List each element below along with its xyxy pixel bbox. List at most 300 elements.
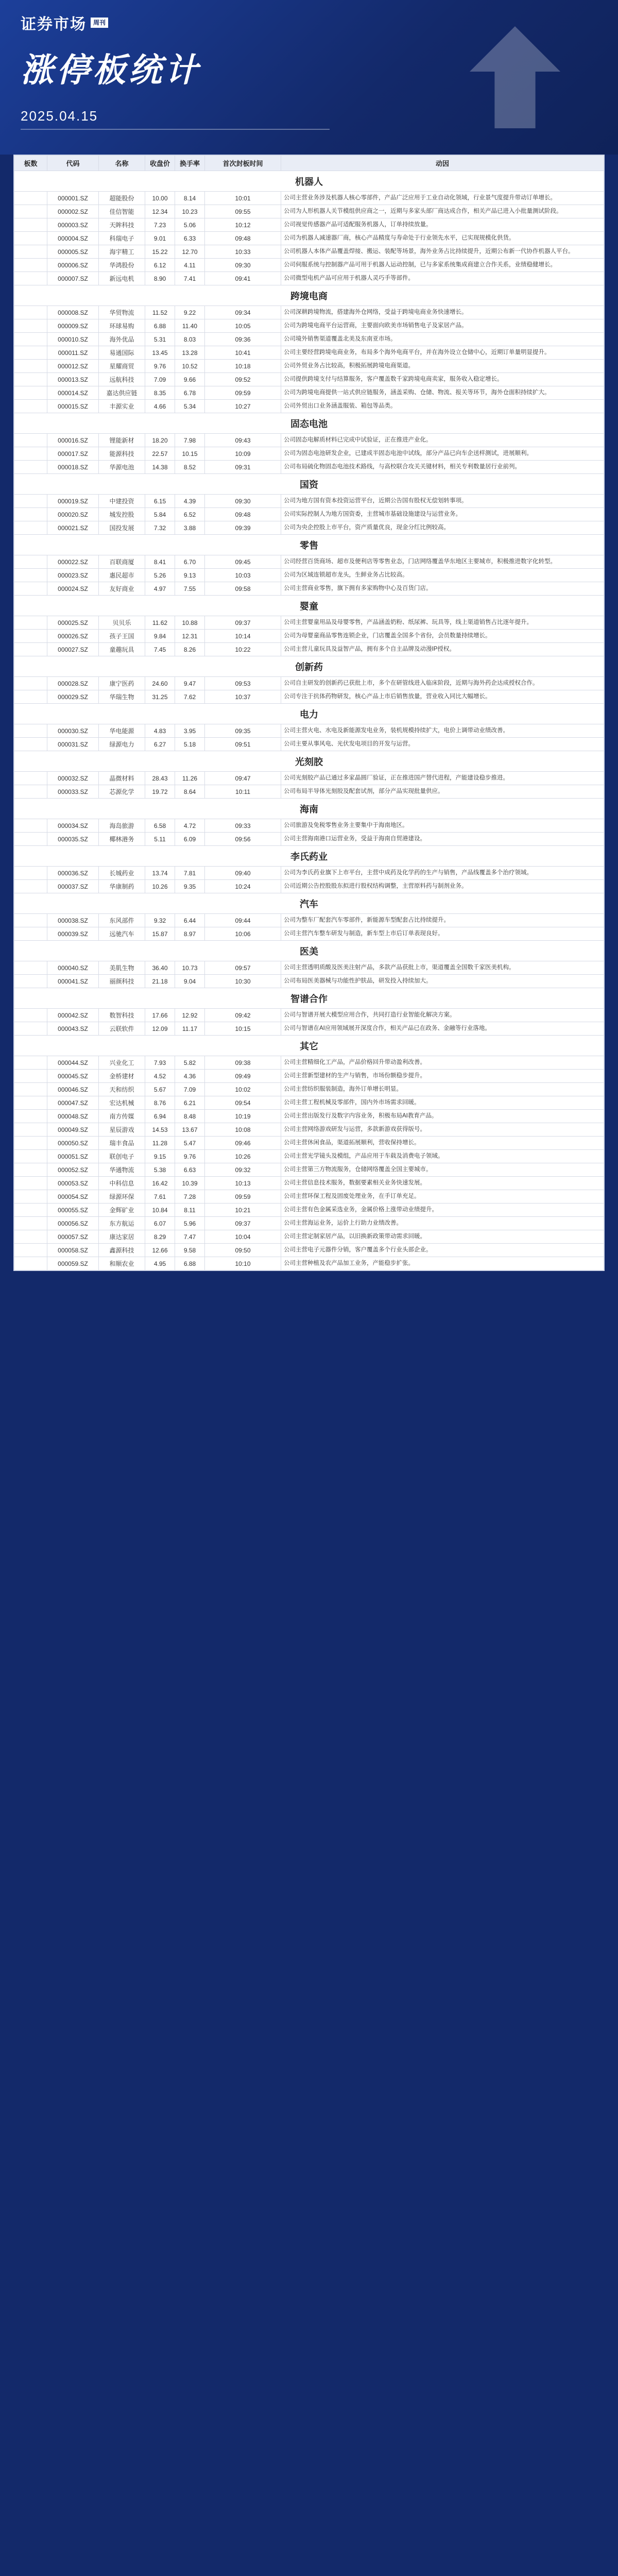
cell-name: 童趣玩具 bbox=[99, 643, 145, 656]
cell-first-seal-time: 09:43 bbox=[205, 434, 281, 447]
cell-name: 云联软件 bbox=[99, 1022, 145, 1036]
cell-first-seal-time: 09:48 bbox=[205, 508, 281, 521]
cell-close: 4.83 bbox=[145, 724, 175, 738]
cell-first-seal-time: 10:12 bbox=[205, 218, 281, 232]
cell-turnover: 3.88 bbox=[175, 521, 205, 535]
cell-name: 孩子王国 bbox=[99, 630, 145, 643]
cell-first-seal-time: 10:18 bbox=[205, 360, 281, 373]
cell-code: 000050.SZ bbox=[47, 1137, 99, 1150]
cell-close: 16.42 bbox=[145, 1177, 175, 1190]
cell-first-seal-time: 09:37 bbox=[205, 616, 281, 630]
cell-board-count bbox=[14, 630, 47, 643]
cell-reason: 公司主营海南港口运营业务，受益于海南自贸港建设。 bbox=[281, 833, 604, 846]
cell-name: 百联商厦 bbox=[99, 555, 145, 569]
table-row bbox=[14, 434, 604, 447]
section-header-row bbox=[14, 656, 604, 677]
cell-board-count bbox=[14, 1190, 47, 1204]
table-row bbox=[14, 1022, 604, 1036]
cell-first-seal-time: 09:40 bbox=[205, 867, 281, 880]
cell-turnover: 11.26 bbox=[175, 772, 205, 785]
cell-first-seal-time: 10:04 bbox=[205, 1230, 281, 1244]
cell-turnover: 7.81 bbox=[175, 867, 205, 880]
cell-name: 鑫源科技 bbox=[99, 1244, 145, 1257]
cell-reason: 公司为整车厂配套汽车零部件，新能源车型配套占比持续提升。 bbox=[281, 914, 604, 927]
cell-name: 绿源环保 bbox=[99, 1190, 145, 1204]
cell-close: 24.60 bbox=[145, 677, 175, 690]
table-row bbox=[14, 1083, 604, 1096]
page-title: 涨停板统计 bbox=[21, 52, 201, 89]
cell-close: 8.76 bbox=[145, 1096, 175, 1110]
cell-close: 15.22 bbox=[145, 245, 175, 259]
cell-first-seal-time: 09:57 bbox=[205, 961, 281, 975]
cell-board-count bbox=[14, 880, 47, 893]
cell-turnover: 5.06 bbox=[175, 218, 205, 232]
cell-board-count bbox=[14, 521, 47, 535]
cell-reason: 公司主营透明质酸及医美注射产品，多款产品获批上市，渠道覆盖全国数千家医美机构。 bbox=[281, 961, 604, 975]
cell-close: 6.15 bbox=[145, 495, 175, 508]
section-title: 汽车 bbox=[14, 893, 604, 914]
cell-name: 华康制药 bbox=[99, 880, 145, 893]
cell-name: 城发控股 bbox=[99, 508, 145, 521]
cell-first-seal-time: 09:45 bbox=[205, 555, 281, 569]
cell-first-seal-time: 09:32 bbox=[205, 1163, 281, 1177]
cell-board-count bbox=[14, 272, 47, 285]
table-row bbox=[14, 616, 604, 630]
table-row bbox=[14, 975, 604, 988]
cell-board-count bbox=[14, 927, 47, 941]
cell-turnover: 12.70 bbox=[175, 245, 205, 259]
cell-code: 000029.SZ bbox=[47, 690, 99, 704]
cell-name: 星辰游戏 bbox=[99, 1123, 145, 1137]
cell-code: 000006.SZ bbox=[47, 259, 99, 272]
cell-code: 000010.SZ bbox=[47, 333, 99, 346]
header-name: 名称 bbox=[99, 156, 145, 171]
cell-name: 锂能新材 bbox=[99, 434, 145, 447]
cell-close: 4.66 bbox=[145, 400, 175, 413]
table-row bbox=[14, 461, 604, 474]
cell-name: 环球易购 bbox=[99, 319, 145, 333]
cell-board-count bbox=[14, 319, 47, 333]
cell-reason: 公司主营商业零售，旗下拥有多家购物中心及百货门店。 bbox=[281, 582, 604, 596]
cell-name: 南方传媒 bbox=[99, 1110, 145, 1123]
cell-reason: 公司为固态电池研发企业，已建成半固态电池中试线，部分产品已向车企送样测试，进展顺利。 bbox=[281, 447, 604, 461]
cell-first-seal-time: 10:06 bbox=[205, 927, 281, 941]
cell-reason: 公司主要从事风电、光伏发电项目的开发与运营。 bbox=[281, 738, 604, 751]
header-turnover: 换手率 bbox=[175, 156, 205, 171]
cell-board-count bbox=[14, 1217, 47, 1230]
section-header-row bbox=[14, 1036, 604, 1056]
table-row bbox=[14, 961, 604, 975]
cell-name: 贝贝乐 bbox=[99, 616, 145, 630]
cell-first-seal-time: 10:11 bbox=[205, 785, 281, 799]
cell-close: 11.62 bbox=[145, 616, 175, 630]
cell-code: 000027.SZ bbox=[47, 643, 99, 656]
cell-reason: 公司为母婴童商品零售连锁企业，门店覆盖全国多个省份，会员数量持续增长。 bbox=[281, 630, 604, 643]
cell-board-count bbox=[14, 833, 47, 846]
cell-reason: 公司自主研发的创新药已获批上市，多个在研管线进入临床阶段，近期与海外药企达成授权合作。 bbox=[281, 677, 604, 690]
cell-first-seal-time: 10:21 bbox=[205, 1204, 281, 1217]
cell-reason: 公司实际控制人为地方国资委，主营城市基础设施建设与运营业务。 bbox=[281, 508, 604, 521]
cell-reason: 公司为区域连锁超市龙头，生鲜业务占比较高。 bbox=[281, 569, 604, 582]
cell-close: 9.76 bbox=[145, 360, 175, 373]
table-row bbox=[14, 1110, 604, 1123]
cell-turnover: 8.14 bbox=[175, 192, 205, 205]
cell-board-count bbox=[14, 192, 47, 205]
cell-code: 000046.SZ bbox=[47, 1083, 99, 1096]
cell-turnover: 5.82 bbox=[175, 1056, 205, 1070]
cell-board-count bbox=[14, 1177, 47, 1190]
section-header-row bbox=[14, 846, 604, 867]
cell-code: 000008.SZ bbox=[47, 306, 99, 319]
cell-reason: 公司外贸出口业务涵盖服装、箱包等品类。 bbox=[281, 400, 604, 413]
section-title: 李氏药业 bbox=[14, 846, 604, 867]
cell-reason: 公司主营光学镜头及模组，产品应用于车载及消费电子领域。 bbox=[281, 1150, 604, 1163]
cell-reason: 公司主营第三方物流服务，仓储网络覆盖全国主要城市。 bbox=[281, 1163, 604, 1177]
table-row bbox=[14, 272, 604, 285]
table-row bbox=[14, 1217, 604, 1230]
cell-close: 5.31 bbox=[145, 333, 175, 346]
cell-reason: 公司主营有色金属采选业务，金属价格上涨带动业绩提升。 bbox=[281, 1204, 604, 1217]
cell-first-seal-time: 10:03 bbox=[205, 569, 281, 582]
table-row bbox=[14, 386, 604, 400]
cell-turnover: 9.22 bbox=[175, 306, 205, 319]
cell-board-count bbox=[14, 333, 47, 346]
cell-code: 000035.SZ bbox=[47, 833, 99, 846]
cell-code: 000038.SZ bbox=[47, 914, 99, 927]
cell-name: 数智科技 bbox=[99, 1009, 145, 1022]
section-title: 海南 bbox=[14, 799, 604, 819]
cell-board-count bbox=[14, 1150, 47, 1163]
table-row bbox=[14, 1257, 604, 1270]
cell-name: 康达家居 bbox=[99, 1230, 145, 1244]
cell-code: 000041.SZ bbox=[47, 975, 99, 988]
cell-code: 000013.SZ bbox=[47, 373, 99, 386]
cell-name: 东风部件 bbox=[99, 914, 145, 927]
cell-board-count bbox=[14, 582, 47, 596]
cell-code: 000005.SZ bbox=[47, 245, 99, 259]
cell-turnover: 10.88 bbox=[175, 616, 205, 630]
cell-first-seal-time: 10:14 bbox=[205, 630, 281, 643]
cell-board-count bbox=[14, 346, 47, 360]
cell-reason: 公司专注于抗体药物研发，核心产品上市后销售放量，营业收入同比大幅增长。 bbox=[281, 690, 604, 704]
cell-first-seal-time: 09:37 bbox=[205, 1217, 281, 1230]
cell-turnover: 8.11 bbox=[175, 1204, 205, 1217]
cell-close: 6.07 bbox=[145, 1217, 175, 1230]
header-board-count: 板数 bbox=[14, 156, 47, 171]
cell-name: 兴业化工 bbox=[99, 1056, 145, 1070]
cell-reason: 公司主营信息技术服务，数据要素相关业务快速发展。 bbox=[281, 1177, 604, 1190]
cell-first-seal-time: 09:54 bbox=[205, 1096, 281, 1110]
cell-reason: 公司为央企控股上市平台，资产质量优良，现金分红比例较高。 bbox=[281, 521, 604, 535]
table-row bbox=[14, 508, 604, 521]
cell-name: 超能股份 bbox=[99, 192, 145, 205]
cell-board-count bbox=[14, 772, 47, 785]
cell-board-count bbox=[14, 386, 47, 400]
cell-turnover: 6.33 bbox=[175, 232, 205, 245]
cell-turnover: 9.58 bbox=[175, 1244, 205, 1257]
cell-turnover: 6.88 bbox=[175, 1257, 205, 1270]
cell-turnover: 8.48 bbox=[175, 1110, 205, 1123]
cell-reason: 公司布局半导体光刻胶及配套试剂，部分产品实现批量供应。 bbox=[281, 785, 604, 799]
section-title: 零售 bbox=[14, 535, 604, 555]
cell-code: 000024.SZ bbox=[47, 582, 99, 596]
cell-first-seal-time: 09:30 bbox=[205, 259, 281, 272]
cell-board-count bbox=[14, 616, 47, 630]
header-close: 收盘价 bbox=[145, 156, 175, 171]
cell-board-count bbox=[14, 400, 47, 413]
cell-name: 能源科技 bbox=[99, 447, 145, 461]
cell-close: 14.38 bbox=[145, 461, 175, 474]
cell-first-seal-time: 10:24 bbox=[205, 880, 281, 893]
cell-turnover: 7.98 bbox=[175, 434, 205, 447]
cell-board-count bbox=[14, 785, 47, 799]
cell-code: 000049.SZ bbox=[47, 1123, 99, 1137]
cell-board-count bbox=[14, 1244, 47, 1257]
cell-turnover: 12.31 bbox=[175, 630, 205, 643]
cell-turnover: 7.09 bbox=[175, 1083, 205, 1096]
cell-close: 7.23 bbox=[145, 218, 175, 232]
cell-code: 000052.SZ bbox=[47, 1163, 99, 1177]
cell-board-count bbox=[14, 643, 47, 656]
cell-code: 000023.SZ bbox=[47, 569, 99, 582]
cell-close: 5.26 bbox=[145, 569, 175, 582]
cell-name: 美肌生物 bbox=[99, 961, 145, 975]
cell-close: 4.95 bbox=[145, 1257, 175, 1270]
cell-code: 000011.SZ bbox=[47, 346, 99, 360]
cell-close: 7.32 bbox=[145, 521, 175, 535]
cell-turnover: 7.28 bbox=[175, 1190, 205, 1204]
cell-turnover: 5.18 bbox=[175, 738, 205, 751]
section-title: 光刻胶 bbox=[14, 751, 604, 772]
table-row bbox=[14, 927, 604, 941]
cell-turnover: 6.21 bbox=[175, 1096, 205, 1110]
cell-code: 000057.SZ bbox=[47, 1230, 99, 1244]
cell-turnover: 6.70 bbox=[175, 555, 205, 569]
cell-turnover: 4.11 bbox=[175, 259, 205, 272]
cell-first-seal-time: 10:01 bbox=[205, 192, 281, 205]
cell-turnover: 6.09 bbox=[175, 833, 205, 846]
cell-turnover: 9.13 bbox=[175, 569, 205, 582]
cell-name: 天和纺织 bbox=[99, 1083, 145, 1096]
header-code: 代码 bbox=[47, 156, 99, 171]
cell-code: 000043.SZ bbox=[47, 1022, 99, 1036]
cell-first-seal-time: 09:50 bbox=[205, 1244, 281, 1257]
cell-turnover: 10.73 bbox=[175, 961, 205, 975]
cell-turnover: 10.23 bbox=[175, 205, 205, 218]
cell-first-seal-time: 10:15 bbox=[205, 1022, 281, 1036]
cell-reason: 公司主营工程机械及零部件，国内外市场需求回暖。 bbox=[281, 1096, 604, 1110]
cell-close: 8.41 bbox=[145, 555, 175, 569]
cell-reason: 公司光刻胶产品已通过多家晶圆厂验证，正在推进国产替代进程，产能建设稳步推进。 bbox=[281, 772, 604, 785]
cell-name: 和顺农业 bbox=[99, 1257, 145, 1270]
cell-close: 13.74 bbox=[145, 867, 175, 880]
cell-close: 5.84 bbox=[145, 508, 175, 521]
cell-turnover: 5.96 bbox=[175, 1217, 205, 1230]
cell-name: 中建投资 bbox=[99, 495, 145, 508]
cell-board-count bbox=[14, 306, 47, 319]
cell-close: 8.90 bbox=[145, 272, 175, 285]
cell-turnover: 13.67 bbox=[175, 1123, 205, 1137]
table-row bbox=[14, 1204, 604, 1217]
cell-turnover: 7.55 bbox=[175, 582, 205, 596]
cell-board-count bbox=[14, 360, 47, 373]
cell-first-seal-time: 09:31 bbox=[205, 461, 281, 474]
cell-code: 000037.SZ bbox=[47, 880, 99, 893]
table-row bbox=[14, 582, 604, 596]
cell-code: 000018.SZ bbox=[47, 461, 99, 474]
cell-board-count bbox=[14, 508, 47, 521]
table-row bbox=[14, 1177, 604, 1190]
cell-code: 000056.SZ bbox=[47, 1217, 99, 1230]
cell-code: 000030.SZ bbox=[47, 724, 99, 738]
cell-reason: 公司布局医美器械与功能性护肤品，研发投入持续加大。 bbox=[281, 975, 604, 988]
table-row bbox=[14, 245, 604, 259]
section-header-row bbox=[14, 535, 604, 555]
table-row bbox=[14, 1190, 604, 1204]
cell-board-count bbox=[14, 495, 47, 508]
section-header-row bbox=[14, 596, 604, 616]
cell-code: 000047.SZ bbox=[47, 1096, 99, 1110]
limit-up-table-card bbox=[13, 155, 605, 1271]
cell-reason: 公司外贸业务占比较高，积极拓展跨境电商渠道。 bbox=[281, 360, 604, 373]
table-row bbox=[14, 259, 604, 272]
cell-first-seal-time: 09:56 bbox=[205, 833, 281, 846]
cell-board-count bbox=[14, 1123, 47, 1137]
cell-first-seal-time: 09:39 bbox=[205, 521, 281, 535]
table-row bbox=[14, 400, 604, 413]
cell-first-seal-time: 10:05 bbox=[205, 319, 281, 333]
cell-close: 17.66 bbox=[145, 1009, 175, 1022]
cell-code: 000004.SZ bbox=[47, 232, 99, 245]
table-row bbox=[14, 521, 604, 535]
cell-board-count bbox=[14, 1163, 47, 1177]
table-row bbox=[14, 1163, 604, 1177]
cell-first-seal-time: 10:02 bbox=[205, 1083, 281, 1096]
cell-reason: 公司为李氏药业旗下上市平台，主营中成药及化学药的生产与销售，产品线覆盖多个治疗领域。 bbox=[281, 867, 604, 880]
cell-code: 000053.SZ bbox=[47, 1177, 99, 1190]
table-row bbox=[14, 785, 604, 799]
cell-first-seal-time: 10:33 bbox=[205, 245, 281, 259]
cell-name: 华鸿股份 bbox=[99, 259, 145, 272]
cell-board-count bbox=[14, 1110, 47, 1123]
cell-close: 9.01 bbox=[145, 232, 175, 245]
cell-reason: 公司主营海运业务，运价上行助力业绩改善。 bbox=[281, 1217, 604, 1230]
section-title: 跨境电商 bbox=[14, 285, 604, 306]
cell-code: 000045.SZ bbox=[47, 1070, 99, 1083]
cell-first-seal-time: 10:09 bbox=[205, 447, 281, 461]
cell-first-seal-time: 09:42 bbox=[205, 1009, 281, 1022]
section-header-row bbox=[14, 941, 604, 961]
cell-code: 000003.SZ bbox=[47, 218, 99, 232]
cell-turnover: 9.35 bbox=[175, 880, 205, 893]
cell-close: 6.58 bbox=[145, 819, 175, 833]
cell-first-seal-time: 10:41 bbox=[205, 346, 281, 360]
cell-reason: 公司主营婴童用品及母婴零售，产品涵盖奶粉、纸尿裤、玩具等，线上渠道销售占比逐年提升。 bbox=[281, 616, 604, 630]
cell-reason: 公司主营纺织服装制造，海外订单增长明显。 bbox=[281, 1083, 604, 1096]
cell-board-count bbox=[14, 205, 47, 218]
cell-reason: 公司主营电子元器件分销，客户覆盖多个行业头部企业。 bbox=[281, 1244, 604, 1257]
cell-name: 星耀商贸 bbox=[99, 360, 145, 373]
cell-close: 12.66 bbox=[145, 1244, 175, 1257]
cell-board-count bbox=[14, 218, 47, 232]
cell-turnover: 6.78 bbox=[175, 386, 205, 400]
cell-name: 晶微材料 bbox=[99, 772, 145, 785]
cell-reason: 公司主营定制家居产品，以旧换新政策带动需求回暖。 bbox=[281, 1230, 604, 1244]
cell-turnover: 6.44 bbox=[175, 914, 205, 927]
section-header-row bbox=[14, 799, 604, 819]
table-row bbox=[14, 555, 604, 569]
cell-first-seal-time: 09:34 bbox=[205, 306, 281, 319]
cell-board-count bbox=[14, 724, 47, 738]
cell-close: 6.12 bbox=[145, 259, 175, 272]
cell-code: 000028.SZ bbox=[47, 677, 99, 690]
cell-turnover: 4.72 bbox=[175, 819, 205, 833]
cell-name: 天眸科技 bbox=[99, 218, 145, 232]
logo-name: 证券市场 bbox=[21, 15, 87, 33]
cell-code: 000026.SZ bbox=[47, 630, 99, 643]
cell-first-seal-time: 09:49 bbox=[205, 1070, 281, 1083]
table-row bbox=[14, 690, 604, 704]
cell-close: 6.88 bbox=[145, 319, 175, 333]
table-row bbox=[14, 1056, 604, 1070]
cell-name: 远驰汽车 bbox=[99, 927, 145, 941]
cell-first-seal-time: 09:53 bbox=[205, 677, 281, 690]
cell-name: 海外优品 bbox=[99, 333, 145, 346]
table-row bbox=[14, 1009, 604, 1022]
cell-close: 31.25 bbox=[145, 690, 175, 704]
cell-reason: 公司视觉传感器产品可适配服务机器人，订单持续放量。 bbox=[281, 218, 604, 232]
table-row bbox=[14, 192, 604, 205]
cell-code: 000042.SZ bbox=[47, 1009, 99, 1022]
cell-turnover: 11.40 bbox=[175, 319, 205, 333]
cell-turnover: 5.47 bbox=[175, 1137, 205, 1150]
cell-first-seal-time: 10:26 bbox=[205, 1150, 281, 1163]
cell-reason: 公司主营环保工程及固废处理业务，在手订单充足。 bbox=[281, 1190, 604, 1204]
cell-first-seal-time: 09:48 bbox=[205, 232, 281, 245]
cell-close: 5.38 bbox=[145, 1163, 175, 1177]
cell-board-count bbox=[14, 1009, 47, 1022]
cell-first-seal-time: 10:13 bbox=[205, 1177, 281, 1190]
cell-reason: 公司主营业务涉及机器人核心零部件，产品广泛应用于工业自动化领域，行业景气度提升带动订单增长。 bbox=[281, 192, 604, 205]
cell-reason: 公司近期公告控股股东拟进行股权结构调整，主营原料药与制剂业务。 bbox=[281, 880, 604, 893]
cell-first-seal-time: 10:37 bbox=[205, 690, 281, 704]
cell-close: 12.34 bbox=[145, 205, 175, 218]
cell-code: 000016.SZ bbox=[47, 434, 99, 447]
cell-close: 10.84 bbox=[145, 1204, 175, 1217]
cell-code: 000059.SZ bbox=[47, 1257, 99, 1270]
cell-board-count bbox=[14, 1022, 47, 1036]
report-date: 2025.04.15 bbox=[21, 108, 98, 124]
cell-name: 国投发展 bbox=[99, 521, 145, 535]
rising-arrow-icon bbox=[458, 21, 572, 134]
cell-first-seal-time: 09:59 bbox=[205, 1190, 281, 1204]
cell-code: 000044.SZ bbox=[47, 1056, 99, 1070]
cell-code: 000014.SZ bbox=[47, 386, 99, 400]
table-row bbox=[14, 218, 604, 232]
cell-turnover: 7.41 bbox=[175, 272, 205, 285]
cell-close: 15.87 bbox=[145, 927, 175, 941]
section-title: 创新药 bbox=[14, 656, 604, 677]
cell-first-seal-time: 09:41 bbox=[205, 272, 281, 285]
cell-name: 瑞丰食品 bbox=[99, 1137, 145, 1150]
cell-code: 000039.SZ bbox=[47, 927, 99, 941]
section-header-row bbox=[14, 171, 604, 192]
cell-close: 9.32 bbox=[145, 914, 175, 927]
cell-code: 000025.SZ bbox=[47, 616, 99, 630]
cell-board-count bbox=[14, 434, 47, 447]
table-row bbox=[14, 306, 604, 319]
table-row bbox=[14, 724, 604, 738]
